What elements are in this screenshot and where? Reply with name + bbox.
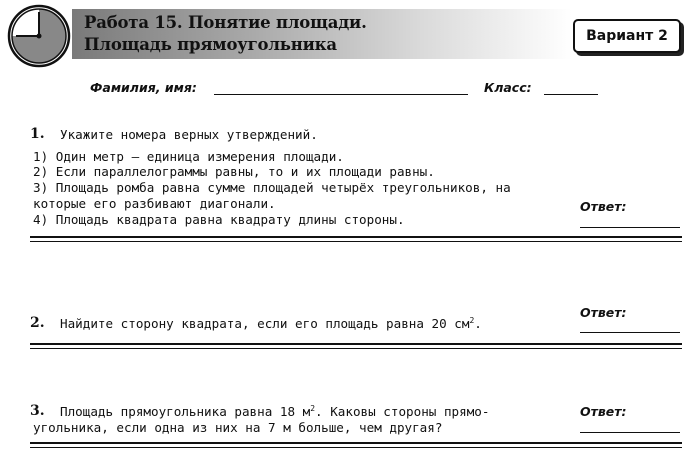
task1-statement: 1) Один метр — единица измерения площади. xyxy=(33,149,344,164)
divider xyxy=(30,442,682,444)
task1-prompt: Укажите номера верных утверждений. xyxy=(60,127,318,142)
task3-answer-field[interactable] xyxy=(580,432,680,433)
task2-answer-label: Ответ: xyxy=(580,305,627,320)
task3-answer-label: Ответ: xyxy=(580,404,627,419)
divider xyxy=(30,236,682,238)
class-field[interactable] xyxy=(544,94,598,95)
task1-statement: 3) Площадь ромба равна сумме площадей четырёх треугольников, на xyxy=(33,180,511,195)
task1-statement: которые его разбивают диагонали. xyxy=(33,196,276,211)
task2-number: 2. xyxy=(30,315,45,331)
task3-number: 3. xyxy=(30,403,45,419)
task1-number: 1. xyxy=(30,126,45,142)
name-label: Фамилия, имя: xyxy=(90,80,197,95)
task2-text: Найдите сторону квадрата, если его площадь равна 20 $см^2$. xyxy=(60,315,482,331)
work-title: Работа 15. Понятие площади. xyxy=(84,13,367,32)
task2-answer-field[interactable] xyxy=(580,332,680,333)
task3-text-line2: угольника, если одна из них на 7 м больше, чем другая? xyxy=(33,420,443,435)
divider xyxy=(30,348,682,349)
task1-answer-field[interactable] xyxy=(580,227,680,228)
clock-icon xyxy=(6,3,72,69)
task1-statement: 2) Если параллелограммы равны, то и их площади равны. xyxy=(33,164,435,179)
name-field[interactable] xyxy=(214,94,468,95)
variant-badge: Вариант 2 xyxy=(573,19,681,53)
task1-statement: 4) Площадь квадрата равна квадрату длины стороны. xyxy=(33,212,405,227)
divider xyxy=(30,241,682,242)
divider xyxy=(30,447,682,448)
divider xyxy=(30,343,682,345)
task1-answer-label: Ответ: xyxy=(580,199,627,214)
task3-text-line1: Площадь прямоугольника равна 18 $м^2$. Каковы стороны прямо- xyxy=(60,403,490,419)
class-label: Класс: xyxy=(484,80,532,95)
work-subtitle: Площадь прямоугольника xyxy=(84,35,337,54)
